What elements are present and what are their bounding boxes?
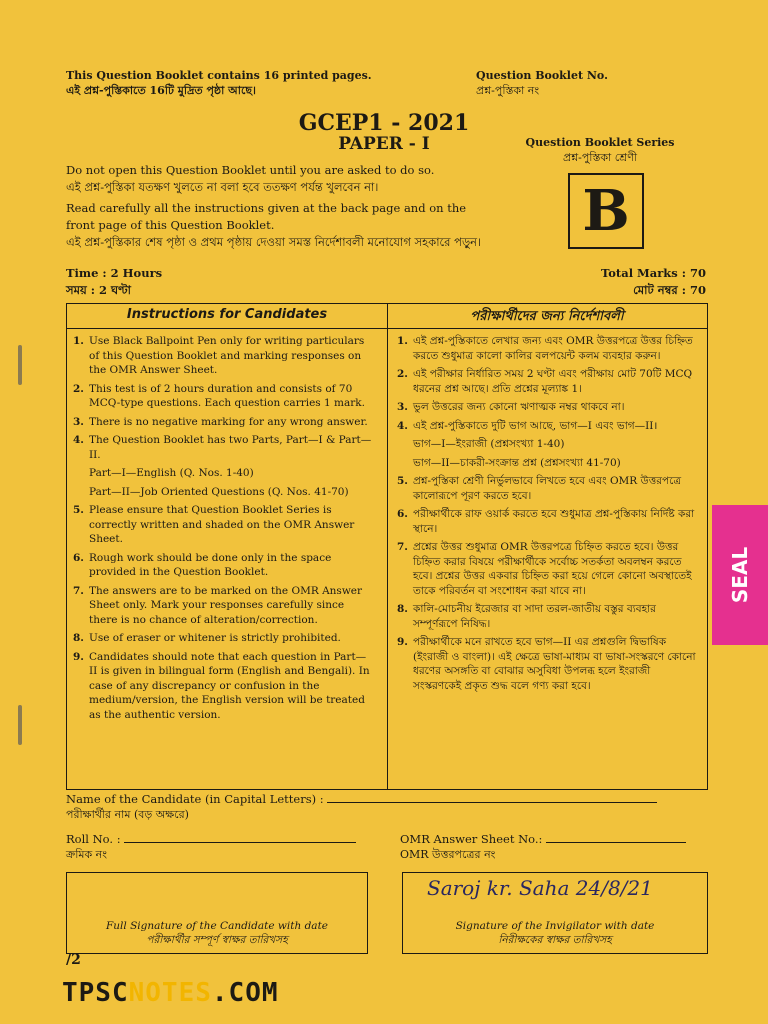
instruction-number: 7. (397, 541, 408, 553)
instruction-item (73, 631, 373, 646)
booklet-number-en: Question Booklet No. (476, 69, 608, 82)
instruction-item (413, 456, 697, 471)
instruction-item (73, 382, 373, 411)
instruction-item (89, 485, 373, 500)
instruction-text: Use of eraser or whitener is strictly prohibited. (89, 632, 341, 644)
intro-p2-en: Read carefully all the instructions given at the back page and on the front page of this Question Booklet. (66, 201, 467, 232)
instruction-text: Use Black Ballpoint Pen only for writing particulars of this Question Booklet and marking responses on the OMR Answer Sheet. (89, 335, 365, 376)
instruction-number: 4. (73, 434, 84, 446)
instruction-text: There is no negative marking for any wrong answer. (89, 415, 368, 428)
instruction-text: প্রশ্ন-পুস্তিকা শ্রেণী নির্ভুলভাবে লিখতে হবে এবং OMR উত্তরপত্রে কালোরূপে পূরণ করতে হবে। (413, 475, 682, 502)
seal-tab (712, 505, 768, 645)
instructions-list-bn (397, 334, 697, 697)
instruction-item (73, 415, 373, 430)
marks-bn: মোট নম্বর : 70 (633, 283, 706, 297)
candidate-signature-label-en: Full Signature of the Candidate with date (106, 920, 328, 932)
instruction-item (73, 551, 373, 580)
invigilator-signature-label-en: Signature of the Invigilator with date (455, 920, 655, 932)
omr-label-bn: OMR উত্তরপত্রের নং (400, 848, 496, 861)
instruction-number: 6. (73, 551, 84, 564)
instruction-number: 3. (73, 415, 84, 428)
instruction-number: 1. (73, 335, 84, 347)
instruction-number: 7. (73, 584, 84, 597)
instruction-item (73, 433, 373, 462)
roll-number-field[interactable] (66, 832, 356, 862)
instruction-item (397, 635, 697, 693)
instruction-number: 4. (397, 419, 408, 432)
instruction-text: Rough work should be done only in the space provided in the Question Booklet. (89, 551, 332, 578)
instruction-text: ভুল উত্তরের জন্য কোনো ঋণাত্মক নম্বর থাকবে না। (413, 401, 625, 413)
instruction-text: Candidates should note that each question in Part—II is given in bilingual form (English and Bengali). In case of any discrepancy or confusion in the medium/version, the English version will be treated as the authentic version. (89, 650, 370, 721)
instruction-text: ভাগ—I—ইংরাজী (প্রশ্নসংখ্যা 1-40) (413, 438, 565, 450)
booklet-series-label (500, 135, 700, 165)
instruction-number: 9. (73, 650, 84, 663)
instruction-text: Part—II—Job Oriented Questions (Q. Nos. 41-70) (89, 485, 349, 498)
invigilator-handwritten-signature: Saroj kr. Saha 24/8/21 (427, 876, 653, 900)
instruction-item (89, 466, 373, 481)
exam-code: GCEP1 - 2021 (298, 110, 470, 136)
instruction-number: 5. (397, 475, 408, 487)
instruction-item (397, 334, 697, 363)
instructions-title-bn: পরীক্ষার্থীদের জন্য নির্দেশাবলী (470, 309, 624, 324)
roll-label-bn: ক্রমিক নং (66, 848, 107, 861)
instruction-item (397, 474, 697, 503)
instruction-item (397, 602, 697, 631)
candidate-name-field[interactable] (66, 792, 657, 822)
instruction-item (397, 540, 697, 598)
page-number: /2 (66, 952, 81, 968)
page-count-en: This Question Booklet contains 16 printed pages. (66, 69, 372, 82)
page-count-bn: এই প্রশ্ন-পুস্তিকাতে 16টি মুদ্রিত পৃষ্ঠা আছে। (66, 84, 256, 97)
instruction-number: 1. (397, 335, 408, 347)
instruction-number: 3. (397, 401, 408, 413)
instructions-list-en (73, 334, 373, 726)
instruction-number: 2. (73, 382, 84, 395)
instruction-text: The Question Booklet has two Parts, Part—I & Part—II. (89, 434, 372, 461)
instruction-text: ভাগ—II—চাকরী-সংক্রান্ত প্রশ্ন (প্রশ্নসংখ্যা 41-70) (413, 456, 621, 469)
instructions-title-en: Instructions for Candidates (126, 307, 328, 322)
instruction-item (397, 419, 697, 434)
intro-text (66, 162, 496, 255)
instruction-item (73, 503, 373, 547)
time-bn: সময় : 2 ঘণ্টা (66, 283, 131, 297)
instruction-number: 6. (397, 508, 408, 520)
marks-en: Total Marks : 70 (601, 266, 706, 280)
staple-mark (18, 345, 22, 385)
instruction-item (413, 437, 697, 452)
instruction-text: এই প্রশ্ন-পুস্তিকাতে লেখার জন্য এবং OMR উত্তরপত্রে উত্তর চিহ্নিত করতে শুধুমাত্র কালো কালির বলপয়েন্ট কলম ব্যবহার করুন। (413, 335, 693, 362)
instruction-item (397, 507, 697, 536)
time-block (66, 265, 162, 299)
instruction-number: 9. (397, 636, 408, 648)
series-label-bn: প্রশ্ন-পুস্তিকা শ্রেণী (562, 151, 637, 164)
logo-part-c: .COM (211, 978, 279, 1008)
roll-label-en: Roll No. : (66, 832, 121, 846)
instruction-text: এই পরীক্ষার নির্ধারিত সময় 2 ঘণ্টা এবং পরীক্ষায় মোট 70টি MCQ ধরনের প্রশ্ন আছে। প্রতি প্রশ্নের মূল্যাঙ্ক 1। (413, 368, 693, 395)
marks-block (560, 265, 706, 299)
instruction-item (397, 367, 697, 396)
instruction-item (73, 584, 373, 628)
instruction-text: প্রশ্নের উত্তর শুধুমাত্র OMR উত্তরপত্রে চিহ্নিত করতে হবে। উত্তর চিহ্নিত করার বিষয়ে পরীক্ষার্থীকে সর্বোচ্চ সতর্কতা অবলম্বন করতে হবে। প্রশ্নের উত্তর একবার চিহ্নিত করা হয়ে গেলে কোনো অবস্থাতেই তাকে পরিবর্তন বা সংশোধন করা যাবে না। (413, 541, 692, 597)
instruction-text: কালি-মোচনীয় ইরেজার বা সাদা তরল-জাতীয় বস্তুর ব্যবহার সম্পূর্ণরূপে নিষিদ্ধ। (413, 603, 656, 630)
column-divider (387, 304, 388, 789)
instruction-text: এই প্রশ্ন-পুস্তিকাতে দুটি ভাগ আছে, ভাগ—I এবং ভাগ—II। (413, 419, 658, 432)
seal-label: SEAL (728, 546, 752, 604)
logo-part-b: NOTES (128, 978, 212, 1008)
staple-mark (18, 705, 22, 745)
candidate-name-label-en: Name of the Candidate (in Capital Letters) : (66, 792, 324, 806)
page-count-block (66, 68, 372, 98)
instruction-number: 8. (397, 603, 408, 615)
series-label-en: Question Booklet Series (525, 136, 675, 149)
candidate-signature-label-bn: পরীক্ষার্থীর সম্পূর্ণ স্বাক্ষর তারিখসহ (146, 934, 288, 946)
intro-p1-bn: এই প্রশ্ন-পুস্তিকা যতক্ষণ খুলতে না বলা হবে ততক্ষণ পর্যন্ত খুলবেন না। (66, 180, 379, 194)
instruction-item (73, 650, 373, 723)
invigilator-signature-label-bn: নিরীক্ষকের স্বাক্ষর তারিখসহ (498, 934, 612, 946)
candidate-signature-box[interactable] (66, 872, 368, 954)
booklet-number-block (476, 68, 608, 98)
instruction-text: পরীক্ষার্থীকে রাফ ওয়ার্ক করতে হবে শুধুমাত্র প্রশ্ন-পুস্তিকায় নির্দিষ্ট করা স্থানে। (413, 508, 695, 535)
instruction-item (397, 400, 697, 415)
instruction-number: 8. (73, 632, 84, 644)
instruction-text: Part—I—English (Q. Nos. 1-40) (89, 467, 254, 479)
omr-label-en: OMR Answer Sheet No.: (400, 832, 543, 846)
paper-label: PAPER - I (338, 134, 430, 154)
invigilator-signature-box[interactable] (402, 872, 708, 954)
instruction-number: 5. (73, 504, 84, 516)
intro-p1-en: Do not open this Question Booklet until you are asked to do so. (66, 163, 435, 177)
instruction-text: The answers are to be marked on the OMR Answer Sheet only. Mark your responses carefully since there is no chance of alteration/correction. (89, 584, 363, 626)
instruction-text: This test is of 2 hours duration and consists of 70 MCQ-type questions. Each question carries 1 mark. (89, 382, 365, 409)
omr-number-field[interactable] (400, 832, 686, 862)
candidate-name-label-bn: পরীক্ষার্থীর নাম (বড় অক্ষরে) (66, 808, 189, 821)
booklet-series-box: B (568, 173, 644, 249)
booklet-number-bn: প্রশ্ন-পুস্তিকা নং (476, 84, 540, 97)
instruction-number: 2. (397, 368, 408, 380)
instruction-item (73, 334, 373, 378)
instruction-text: Please ensure that Question Booklet Series is correctly written and shaded on the OMR Answer Sheet. (89, 504, 355, 545)
intro-p2-bn: এই প্রশ্ন-পুস্তিকার শেষ পৃষ্ঠা ও প্রথম পৃষ্ঠায় দেওয়া সমস্ত নির্দেশাবলী মনোযোগ সহকারে পড়ুন। (66, 235, 482, 249)
instructions-box (66, 303, 708, 790)
site-logo (62, 978, 279, 1008)
instruction-text: পরীক্ষার্থীকে মনে রাখতে হবে ভাগ—II এর প্রশ্নগুলি দ্বিভাষিক (ইংরাজী ও বাংলা)। এই ক্ষেত্রে ভাষা-মাধ্যম বা ভাষা-সংস্করণে কোনো ধরণের অসঙ্গতি বা বোঝার অসুবিধা উপলব্ধ হলে ইংরাজী সংস্করণকেই প্রকৃত শুদ্ধ বলে গণ্য করা হবে। (413, 636, 696, 692)
logo-part-a: TPSC (62, 978, 129, 1008)
time-en: Time : 2 Hours (66, 266, 163, 280)
